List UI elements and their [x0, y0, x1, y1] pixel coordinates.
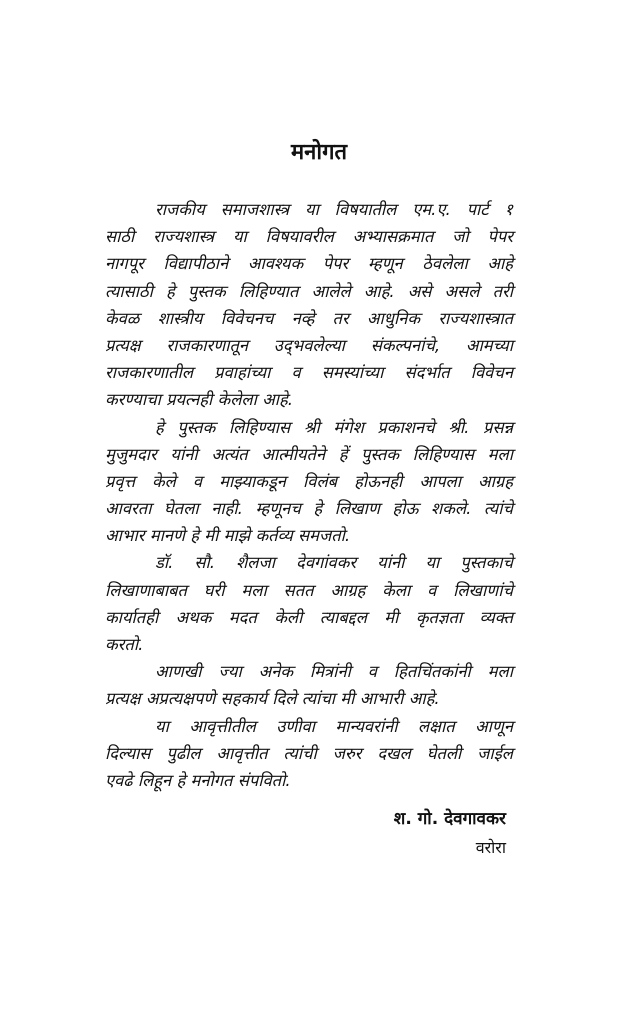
body-text [105, 196, 513, 794]
paragraph [105, 658, 513, 712]
text-line: आवरता घेतला नाही. म्हणूनच हे लिखाण होऊ शकले. त्यांचे [105, 499, 513, 519]
text-line: हे पुस्तक लिहिण्यास श्री मंगेश प्रकाशनचे श्री. प्रसन्न [155, 417, 513, 437]
text-line: डॉ. सौ. शैलजा देवगांवकर यांनी या पुस्तकाचे [155, 553, 513, 573]
text-line: त्यासाठी हे पुस्तक लिहिण्यात आलेले आहे. असे असले तरी [105, 281, 513, 301]
text-line: एवढे लिहून हे मनोगत संपवितो. [105, 770, 291, 790]
paragraph [105, 713, 513, 795]
text-line: आणखी ज्या अनेक मित्रांनी व हितचिंतकांनी मला [155, 662, 513, 682]
page-title: मनोगत [291, 140, 347, 165]
text-line: साठी राज्यशास्त्र या विषयावरील अभ्यासक्रमात जो पेपर [105, 227, 513, 247]
paragraph [105, 196, 513, 414]
text-line: या आवृत्तीतील उणीवा मान्यवरांनी लक्षात आणून [155, 716, 513, 736]
text-line: प्रत्यक्ष राजकारणातून उद्‌भवलेल्या संकल्पनांचे, आमच्या [105, 335, 513, 355]
text-line: लिखाणाबाबत घरी मला सतत आग्रह केला व लिखाणांचे [105, 580, 513, 600]
text-line: कार्यातही अथक मदत केली त्याबद्दल मी कृतज्ञता व्यक्त [105, 607, 513, 627]
text-line: केवळ शास्त्रीय विवेचनच नव्हे तर आधुनिक राज्यशास्त्रात [105, 308, 513, 328]
text-line: मुजुमदार यांनी अत्यंत आत्मीयतेने हें पुस्तक लिहिण्यास मला [105, 444, 513, 464]
text-line: करतो. [105, 635, 144, 654]
text-line: आभार मानणे हे मी माझे कर्तव्य समजतो. [105, 526, 351, 546]
text-line: राजकीय समाजशास्त्र या विषयातील एम.ए. पार्ट १ [155, 200, 513, 219]
author-signature: श. गो. देवगावकर [393, 809, 506, 829]
text-line: दिल्यास पुढील आवृत्तीत त्यांची जरुर दखल घेतली जाईल [105, 743, 513, 763]
paragraph [105, 414, 513, 550]
text-line: करण्याचा प्रयत्नही केलेला आहे. [105, 390, 293, 410]
text-line: प्रवृत्त केले व माझ्याकडून विलंब होऊनही आपला आग्रह [105, 471, 513, 491]
paragraph [105, 549, 513, 658]
text-line: राजकारणातील प्रवाहांच्या व समस्यांच्या संदर्भात विवेचन [105, 363, 513, 383]
text-line: प्रत्यक्ष अप्रत्यक्षपणे सहकार्य दिले त्यांचा मी आभारी आहे. [105, 689, 440, 709]
author-place: वरोरा [475, 838, 506, 857]
text-line: नागपूर विद्यापीठाने आवश्यक पेपर म्हणून ठेवलेला आहे [105, 254, 513, 274]
